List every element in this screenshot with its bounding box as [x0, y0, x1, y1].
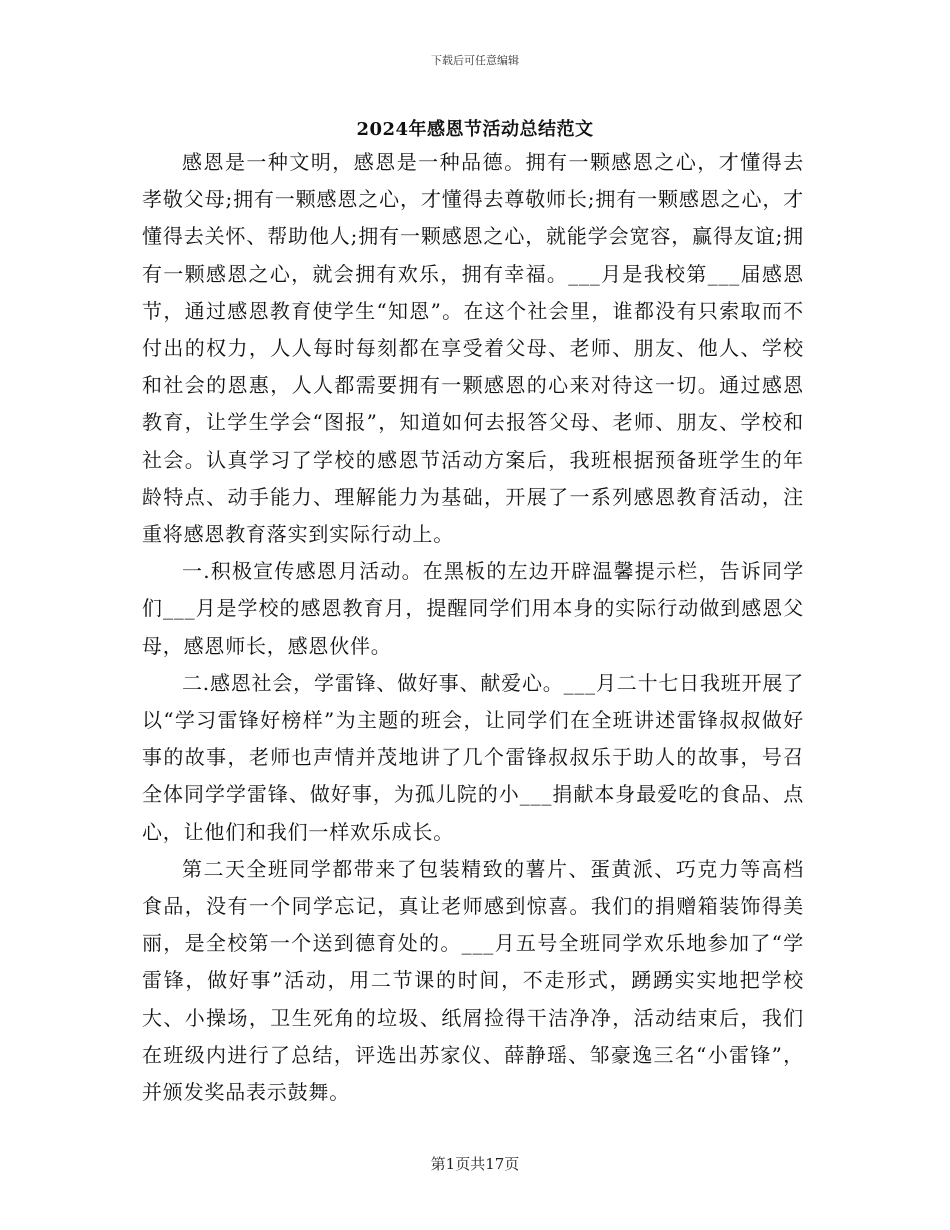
paragraph-section-2: 二.感恩社会，学雷锋、做好事、献爱心。___月二十七日我班开展了以“学习雷锋好榜样”为主题的班会，让同学们在全班讲述雷锋叔叔做好事的故事，老师也声情并茂地讲了几个雷锋叔叔乐于助人的故事，号召全体同学学雷锋、做好事，为孤儿院的小___捐献本身最爱吃的食品、点心，让他们和我们一样欢乐成长。 — [142, 670, 804, 844]
paragraph-section-2-continued: 第二天全班同学都带来了包装精致的薯片、蛋黄派、巧克力等高档食品，没有一个同学忘记，真让老师感到惊喜。我们的捐赠箱装饰得美丽，是全校第一个送到德育处的。___月五号全班同学欢乐地参加了“学雷锋，做好事”活动，用二节课的时间，不走形式，踴踴实实地把学校大、小操场，卫生死角的垃圾、纸屑捡得干洁净净，活动结束后，我们在班级内进行了总结，评选出苏家仪、薛静瑶、邹豪逸三名“小雷锋”，并颁发奖品表示鼓舞。 — [142, 856, 804, 1105]
paragraph-intro: 感恩是一种文明，感恩是一种品德。拥有一颗感恩之心，才懂得去孝敬父母;拥有一颗感恩之心，才懂得去尊敬师长;拥有一颗感恩之心，才懂得去关怀、帮助他人;拥有一颗感恩之心，就能学会宽容，赢得友谊;拥有一颗感恩之心，就会拥有欢乐，拥有幸福。___月是我校第___届感恩节，通过感恩教育使学生“知恩”。在这个社会里，谁都没有只索取而不付出的权力，人人每时每刻都在享受着父母、老师、朋友、他人、学校和社会的恩惠，人人都需要拥有一颗感恩的心来对待这一切。通过感恩教育，让学生学会“图报”，知道如何去报答父母、老师、朋友、学校和社会。认真学习了学校的感恩节活动方案后，我班根据预备班学生的年龄特点、动手能力、理解能力为基础，开展了一系列感恩教育活动，注重将感恩教育落实到实际行动上。 — [142, 150, 804, 547]
document-body — [142, 144, 804, 1111]
page-header-note: 下载后可任意编辑 — [431, 54, 519, 67]
paragraph-section-1: 一.积极宣传感恩月活动。在黑板的左边开辟温馨提示栏，告诉同学们___月是学校的感恩教育月，提醒同学们用本身的实际行动做到感恩父母，感恩师长，感恩伙伴。 — [142, 559, 804, 658]
document-title: 2024年感恩节活动总结范文 — [356, 119, 594, 140]
page-number: 第1页共17页 — [430, 1155, 520, 1173]
